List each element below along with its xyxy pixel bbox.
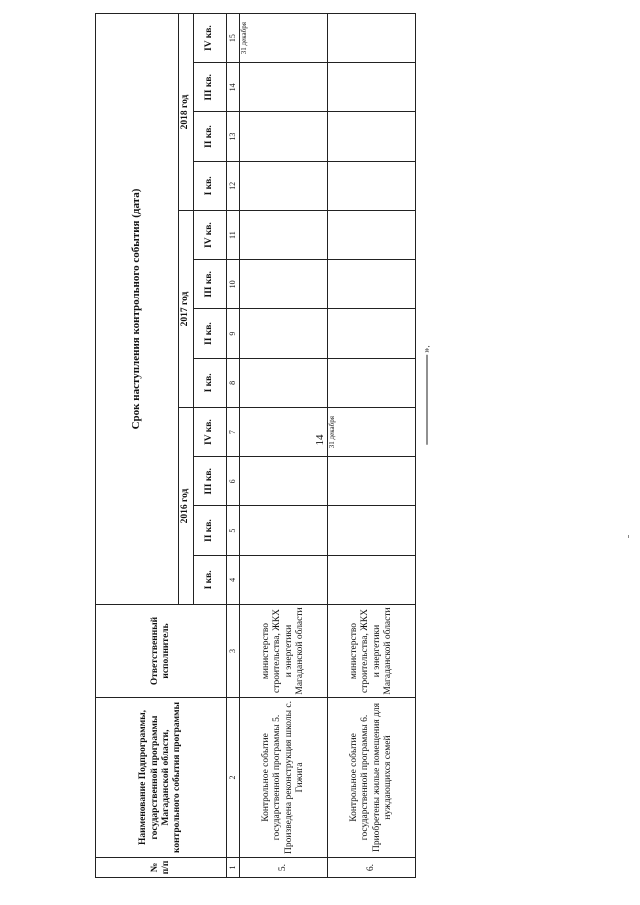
responsible-executor: министерство строительства, ЖКХ и энергетики Магаданской области xyxy=(240,605,328,698)
scan-mark xyxy=(628,535,629,538)
quarter-cell xyxy=(240,408,328,457)
rotated-table-container xyxy=(95,13,416,878)
header-year-2017: 2017 год xyxy=(179,211,194,408)
quarter-cell xyxy=(240,506,328,555)
column-number: 11 xyxy=(227,211,240,260)
column-number: 3 xyxy=(227,605,240,698)
column-number: 4 xyxy=(227,555,240,604)
column-number: 10 xyxy=(227,260,240,309)
quarter-cell xyxy=(328,211,416,260)
header-name: Наименование Подпрограммы, государственной программы Магаданской области, контрольного события программы xyxy=(96,698,227,858)
responsible-executor: министерство строительства, ЖКХ и энергетики Магаданской области xyxy=(328,605,416,698)
quarter-cell xyxy=(328,112,416,161)
closing-line xyxy=(427,355,428,445)
quarter-cell xyxy=(328,63,416,112)
header-quarter: III кв. xyxy=(194,457,227,506)
header-quarter: III кв. xyxy=(194,63,227,112)
closing-mark xyxy=(422,345,433,445)
column-number: 7 xyxy=(227,408,240,457)
quarter-cell xyxy=(240,211,328,260)
header-quarter: I кв. xyxy=(194,555,227,604)
event-name: Контрольное событие государственной программы 6. Приобретены жилые помещения для нуждающихся семей xyxy=(328,698,416,858)
header-quarter: III кв. xyxy=(194,260,227,309)
table-row xyxy=(240,14,328,878)
event-date: 31 декабря xyxy=(240,14,328,63)
event-name: Контрольное событие государственной программы 5. Произведена реконструкция школы с. Гижига xyxy=(240,698,328,858)
header-quarter: I кв. xyxy=(194,161,227,210)
header-quarter: IV кв. xyxy=(194,408,227,457)
quarter-cell xyxy=(240,358,328,407)
quarter-cell xyxy=(240,457,328,506)
header-num: № п/п xyxy=(96,858,227,878)
header-quarter: II кв. xyxy=(194,506,227,555)
page-number: 14 xyxy=(314,434,326,446)
column-number: 9 xyxy=(227,309,240,358)
closing-quote: ». xyxy=(421,345,433,353)
column-number: 6 xyxy=(227,457,240,506)
event-date: 31 декабря xyxy=(328,408,416,457)
header-quarter: IV кв. xyxy=(194,14,227,63)
row-number: 6. xyxy=(328,858,416,878)
column-number: 8 xyxy=(227,358,240,407)
header-term: Срок наступления контрольного события (дата) xyxy=(96,14,179,605)
quarter-cell xyxy=(328,358,416,407)
quarter-cell xyxy=(240,112,328,161)
control-events-table xyxy=(95,13,416,878)
table-row xyxy=(328,14,416,878)
quarter-cell xyxy=(328,309,416,358)
quarter-cell xyxy=(240,63,328,112)
header-quarter: II кв. xyxy=(194,112,227,161)
column-number: 12 xyxy=(227,161,240,210)
quarter-cell xyxy=(240,260,328,309)
quarter-cell xyxy=(328,555,416,604)
column-number: 14 xyxy=(227,63,240,112)
column-number: 15 xyxy=(227,14,240,63)
quarter-cell xyxy=(328,260,416,309)
column-number: 5 xyxy=(227,506,240,555)
quarter-cell xyxy=(240,161,328,210)
column-number: 1 xyxy=(227,858,240,878)
column-number: 13 xyxy=(227,112,240,161)
column-number-row xyxy=(227,14,240,878)
header-quarter: II кв. xyxy=(194,309,227,358)
quarter-cell xyxy=(328,506,416,555)
header-quarter: I кв. xyxy=(194,358,227,407)
row-number: 5. xyxy=(240,858,328,878)
quarter-cell xyxy=(240,555,328,604)
quarter-cell xyxy=(328,161,416,210)
header-executor: Ответственный исполнитель xyxy=(96,605,227,698)
quarter-cell xyxy=(328,457,416,506)
header-year-2016: 2016 год xyxy=(179,408,194,605)
header-year-2018: 2018 год xyxy=(179,14,194,211)
quarter-cell xyxy=(328,14,416,63)
quarter-cell xyxy=(240,309,328,358)
column-number: 2 xyxy=(227,698,240,858)
header-quarter: IV кв. xyxy=(194,211,227,260)
